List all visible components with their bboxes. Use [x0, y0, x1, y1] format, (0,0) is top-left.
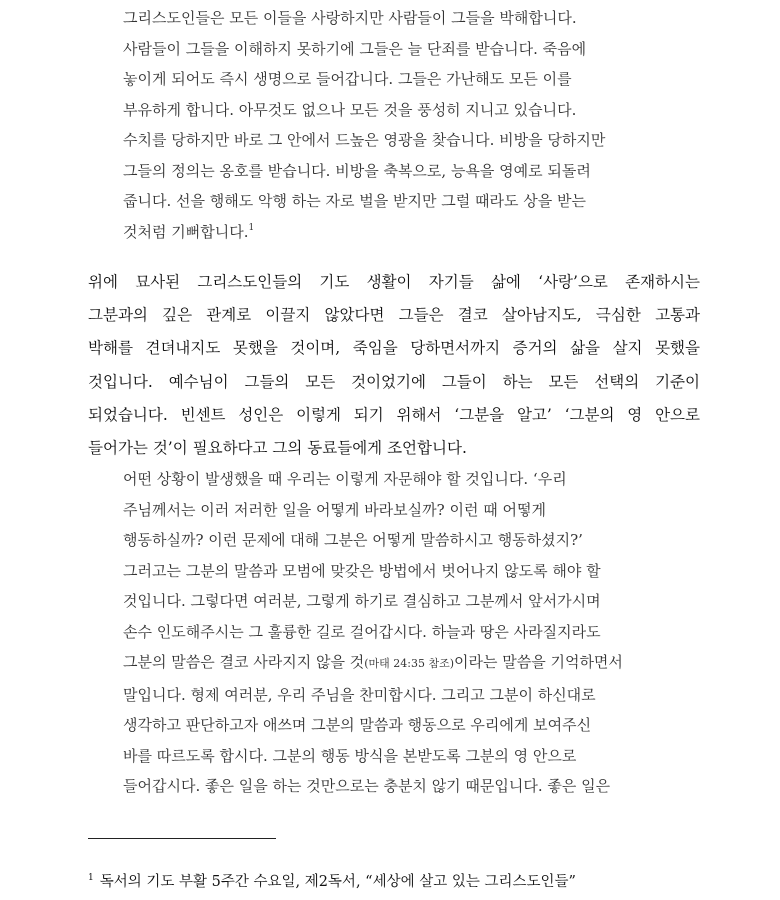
quote-last-text: 것처럼 기뻐합니다.	[123, 222, 249, 241]
paragraph-line: 박해를 견뎌내지도 못했을 것이며, 죽임을 당하면서까지 증거의 삶을 살지 못했을	[88, 339, 700, 358]
quote-line-with-citation	[123, 647, 671, 680]
scripture-citation: (마태 24:35 참조)	[364, 657, 454, 670]
body-paragraph	[88, 266, 700, 465]
quote-line: 그들의 정의는 옹호를 받습니다. 비방을 축복으로, 능욕을 영예로 되돌려	[123, 161, 591, 180]
quote-line: 어떤 상황이 발생했을 때 우리는 이렇게 자문해야 할 것입니다. ‘우리	[123, 470, 567, 488]
quote-line: 말입니다. 형제 여러분, 우리 주님을 찬미합시다. 그리고 그분이 하신대로	[123, 685, 596, 704]
quote-line: 손수 인도해주시는 그 훌륭한 길로 걸어갑시다. 하늘과 땅은 사라질지라도	[123, 622, 601, 641]
paragraph-line: 들어가는 것’이 필요하다고 그의 동료들에게 조언합니다.	[88, 439, 467, 458]
quote-line: 수치를 당하지만 바로 그 안에서 드높은 영광을 찾습니다. 비방을 당하지만	[123, 131, 606, 149]
quote-line: 들어갑시다. 좋은 일을 하는 것만으로는 충분치 않기 때문입니다. 좋은 일은	[123, 777, 611, 795]
paragraph-line: 그분과의 깊은 관계로 이끌지 않았다면 그들은 결코 살아남지도, 극심한 고통과	[88, 306, 700, 325]
quote-line: 것입니다. 그렇다면 여러분, 그렇게 하기로 결심하고 그분께서 앞서가시며	[123, 592, 601, 610]
quote-line: 그리스도인들은 모든 이들을 사랑하지만 사람들이 그들을 박해합니다.	[123, 9, 577, 27]
quote-line: 바를 따르도록 합시다. 그분의 행동 방식을 본받도록 그분의 영 안으로	[123, 746, 577, 765]
quote-text: 그분의 말씀은 결코 사라지지 않을 것	[123, 653, 365, 671]
quote-line: 주님께서는 이러 저러한 일을 어떻게 바라보실까? 이런 때 어떻게	[123, 500, 546, 519]
quote-line-last	[123, 217, 671, 248]
footnote-reference[interactable]: 1	[248, 222, 255, 233]
paragraph-line: 것입니다. 예수님이 그들의 모든 것이었기에 그들이 하는 모든 선택의 기준이	[88, 372, 700, 391]
block-quote-bottom	[123, 464, 671, 802]
quote-text: 이라는 말씀을 기억하면서	[453, 653, 623, 671]
quote-line: 행동하실까? 이런 문제에 대해 그분은 어떻게 말씀하시고 행동하셨지?’	[123, 531, 583, 549]
paragraph-line: 위에 묘사된 그리스도인들의 기도 생활이 자기들 삶에 ‘사랑’으로 존재하시는	[88, 273, 700, 291]
footnote	[88, 872, 576, 892]
block-quote-top	[123, 3, 671, 247]
footnote-separator	[88, 838, 276, 839]
quote-line: 생각하고 판단하고자 애쓰며 그분의 말씀과 행동으로 우리에게 보여주신	[123, 716, 592, 734]
quote-line: 그러고는 그분의 말씀과 모범에 맞갖은 방법에서 벗어나지 않도록 해야 할	[123, 561, 601, 580]
quote-line: 놓이게 되어도 즉시 생명으로 들어갑니다. 그들은 가난해도 모든 이를	[123, 70, 572, 88]
quote-line: 부유하게 합니다. 아무것도 없으나 모든 것을 풍성히 지니고 있습니다.	[123, 100, 577, 119]
quote-line: 사람들이 그들을 이해하지 못하기에 그들은 늘 단죄를 받습니다. 죽음에	[123, 39, 587, 58]
quote-line: 줍니다. 선을 행해도 악행 하는 자로 벌을 받지만 그럴 때라도 상을 받는	[123, 192, 586, 210]
footnote-number: 1	[88, 873, 94, 883]
paragraph-line: 되었습니다. 빈센트 성인은 이렇게 되기 위해서 ‘그분을 알고’ ‘그분의 영 안으로	[88, 405, 700, 424]
footnote-text: 독서의 기도 부활 5주간 수요일, 제2독서, “세상에 살고 있는 그리스도인들”	[99, 874, 576, 890]
